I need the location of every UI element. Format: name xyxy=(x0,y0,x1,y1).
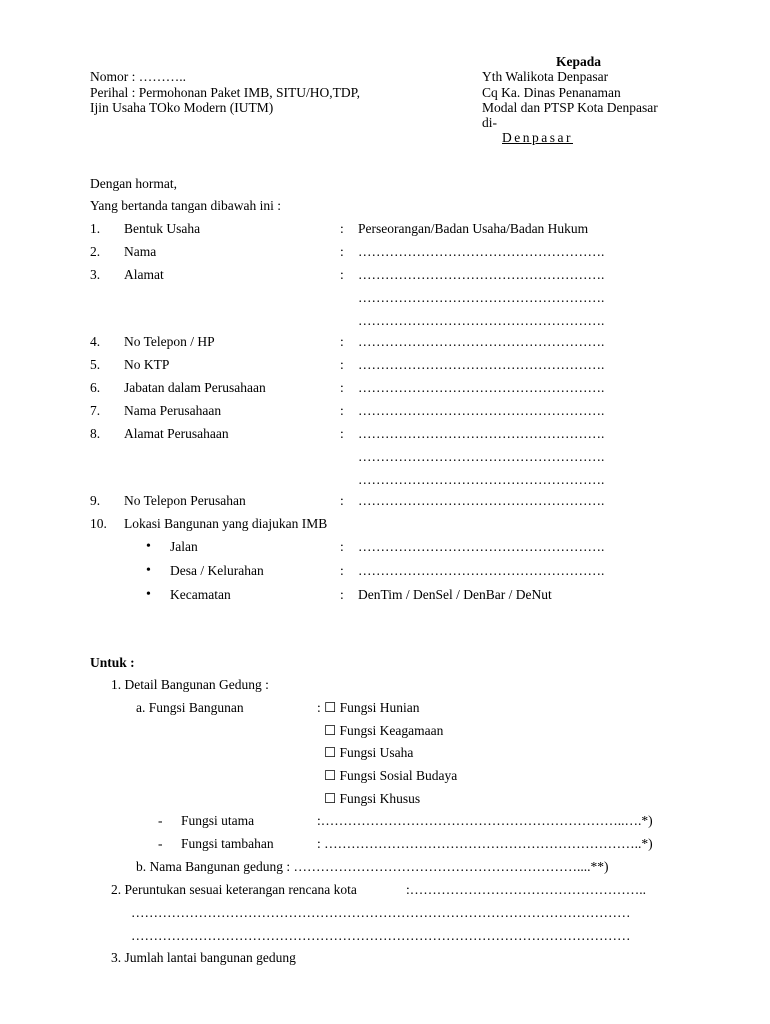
peruntukan-dots-line-3: ………………………………………………………………………………………………… xyxy=(131,928,631,943)
fungsi-tambahan-dash: - xyxy=(158,836,163,851)
field-colon: : xyxy=(340,426,344,441)
field-dots-telepon-perusahaan: ………………………………………………. xyxy=(358,493,605,508)
field-dots-nama-perusahaan: ………………………………………………. xyxy=(358,403,605,418)
peruntukan-item: 2. Peruntukan sesuai keterangan rencana kota xyxy=(111,882,357,897)
fungsi-bangunan-label: a. Fungsi Bangunan xyxy=(136,700,244,715)
address-line-2: Cq Ka. Dinas Penanaman xyxy=(482,85,621,100)
detail-bangunan-item: 1. Detail Bangunan Gedung : xyxy=(111,677,269,692)
field-number: 3. xyxy=(90,267,101,282)
fungsi-option-sosial-budaya: ☐ Fungsi Sosial Budaya xyxy=(324,768,458,783)
field-label-alamat-perusahaan: Alamat Perusahaan xyxy=(124,426,229,441)
lokasi-label-jalan: • Jalan xyxy=(170,539,198,555)
field-dots-alamat-perusahaan: ………………………………………………. xyxy=(358,426,605,441)
field-colon: : xyxy=(340,221,344,236)
field-label-ktp: No KTP xyxy=(124,357,170,372)
fungsi-utama-dash: - xyxy=(158,813,163,828)
field-value-bentuk-usaha: Perseorangan/Badan Usaha/Badan Hukum xyxy=(358,221,589,236)
field-colon: : xyxy=(340,380,344,395)
field-number: 5. xyxy=(90,357,101,372)
fungsi-tambahan-label: Fungsi tambahan xyxy=(181,836,274,851)
undersigned-line: Yang bertanda tangan dibawah ini : xyxy=(90,198,281,213)
field-number: 1. xyxy=(90,221,101,236)
field-dots-nama: ………………………………………………. xyxy=(358,244,605,259)
fungsi-option-usaha: ☐ Fungsi Usaha xyxy=(324,745,414,760)
field-dots-alamat-3: ………………………………………………. xyxy=(358,313,605,328)
perihal-line-1: Perihal : Permohonan Paket IMB, SITU/HO,TDP, xyxy=(90,85,360,100)
fungsi-option-khusus: ☐ Fungsi Khusus xyxy=(324,791,421,806)
greeting: Dengan hormat, xyxy=(90,176,177,191)
lokasi-label-desa: • Desa / Kelurahan xyxy=(170,563,264,579)
field-number: 10. xyxy=(90,516,107,531)
fungsi-utama-label: Fungsi utama xyxy=(181,813,255,828)
field-dots-alamat-perusahaan-3: ………………………………………………. xyxy=(358,472,605,487)
field-number: 9. xyxy=(90,493,101,508)
address-line-3: Modal dan PTSP Kota Denpasar xyxy=(482,100,658,115)
field-label-nama-perusahaan: Nama Perusahaan xyxy=(124,403,222,418)
perihal-line-2: Ijin Usaha TOko Modern (IUTM) xyxy=(90,100,274,115)
field-label-lokasi: Lokasi Bangunan yang diajukan IMB xyxy=(124,516,328,531)
lokasi-value-kecamatan: DenTim / DenSel / DenBar / DeNut xyxy=(358,587,552,602)
field-colon: : xyxy=(340,587,344,602)
field-colon: : xyxy=(340,563,344,578)
peruntukan-dots: :…………………………………………….. xyxy=(406,882,647,897)
field-dots-alamat-perusahaan-2: ………………………………………………. xyxy=(358,449,605,464)
field-label-jabatan: Jabatan dalam Perusahaan xyxy=(124,380,266,395)
field-label-telepon: No Telepon / HP xyxy=(124,334,215,349)
field-colon: : xyxy=(340,334,344,349)
field-number: 7. xyxy=(90,403,101,418)
fungsi-option-keagamaan: ☐ Fungsi Keagamaan xyxy=(324,723,444,738)
field-colon: : xyxy=(340,493,344,508)
lokasi-dots-desa: ………………………………………………. xyxy=(358,563,605,578)
field-colon: : xyxy=(340,244,344,259)
kepada-label: Kepada xyxy=(556,54,602,69)
jumlah-lantai-item: 3. Jumlah lantai bangunan gedung xyxy=(111,950,296,965)
field-dots-alamat: ………………………………………………. xyxy=(358,267,605,282)
lokasi-label-kecamatan: • Kecamatan xyxy=(170,587,231,603)
fungsi-utama-dots: :…………………………………………………………..….*) xyxy=(317,813,653,828)
field-label-bentuk-usaha: Bentuk Usaha xyxy=(124,221,201,236)
nomor-line: Nomor : ……….. xyxy=(90,69,186,84)
field-label-alamat: Alamat xyxy=(124,267,164,282)
field-label-nama: Nama xyxy=(124,244,157,259)
field-number: 4. xyxy=(90,334,101,349)
field-colon: : xyxy=(340,539,344,554)
field-number: 6. xyxy=(90,380,101,395)
field-dots-jabatan: ………………………………………………. xyxy=(358,380,605,395)
peruntukan-dots-line-2: ………………………………………………………………………………………………… xyxy=(131,905,631,920)
address-city: Denpasar xyxy=(502,130,573,145)
field-dots-ktp: ………………………………………………. xyxy=(358,357,605,372)
address-line-1: Yth Walikota Denpasar xyxy=(482,69,609,84)
fungsi-tambahan-dots: : ……………………………………………………………..*) xyxy=(317,836,653,851)
field-colon: : xyxy=(340,403,344,418)
nama-bangunan-line: b. Nama Bangunan gedung : ………………………………………………………....**) xyxy=(136,859,609,874)
field-label-telepon-perusahaan: No Telepon Perusahan xyxy=(124,493,246,508)
lokasi-dots-jalan: ………………………………………………. xyxy=(358,539,605,554)
field-dots-alamat-2: ………………………………………………. xyxy=(358,290,605,305)
field-colon: : xyxy=(340,267,344,282)
untuk-heading: Untuk : xyxy=(90,655,135,670)
field-colon: : xyxy=(340,357,344,372)
fungsi-option-hunian: : ☐ Fungsi Hunian xyxy=(317,700,420,715)
field-dots-telepon: ………………………………………………. xyxy=(358,334,605,349)
address-line-4: di- xyxy=(482,115,497,130)
field-number: 2. xyxy=(90,244,101,259)
field-number: 8. xyxy=(90,426,101,441)
